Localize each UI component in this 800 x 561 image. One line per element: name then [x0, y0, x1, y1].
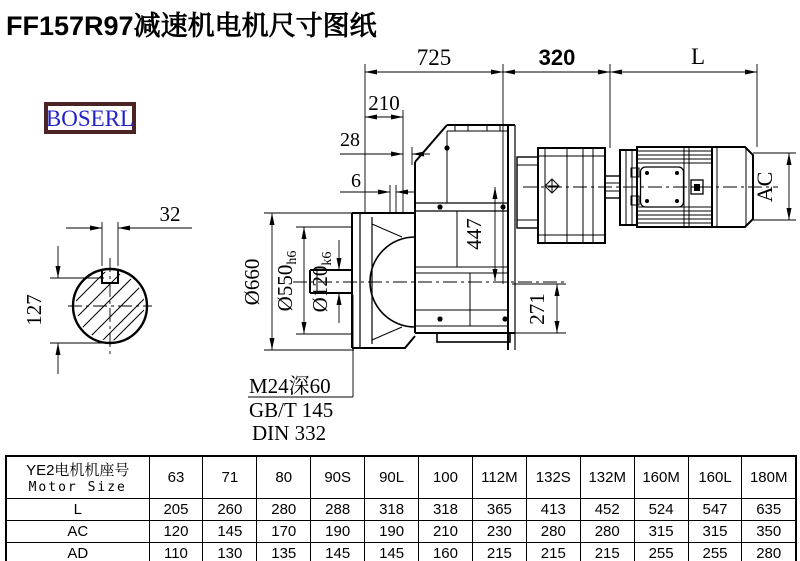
dim-spigot-dia: Ø550h6 [273, 250, 300, 312]
tapped-hole-label: M24深60 [249, 374, 331, 398]
dim-210: 210 [368, 91, 400, 115]
dim-725: 725 [416, 45, 452, 70]
cell: 280 [526, 520, 580, 542]
cell: 190 [365, 520, 419, 542]
table-row-AD [6, 542, 796, 561]
cell: 280 [580, 520, 634, 542]
size-col: 160M [634, 456, 688, 498]
cell: 288 [311, 498, 365, 520]
cell: 160 [419, 542, 473, 561]
size-col: 100 [419, 456, 473, 498]
cell: 215 [526, 542, 580, 561]
standard-gbt-label: GB/T 145 [249, 398, 334, 422]
table-row-L [6, 498, 796, 520]
cell: 255 [688, 542, 742, 561]
cell: 230 [472, 520, 526, 542]
cell: 215 [580, 542, 634, 561]
dim-271: 271 [525, 293, 549, 325]
dim-shaft-tol: k6 [320, 251, 335, 266]
size-col: 71 [203, 456, 257, 498]
size-col: 132M [580, 456, 634, 498]
dim-6: 6 [351, 170, 361, 192]
cell: 547 [688, 498, 742, 520]
cell: 145 [365, 542, 419, 561]
cell: 280 [257, 498, 311, 520]
dim-spigot-tol: h6 [285, 250, 300, 265]
dim-AC: AC [752, 171, 777, 203]
dim-320: 320 [538, 45, 576, 70]
cell: 215 [472, 542, 526, 561]
size-col: 90L [365, 456, 419, 498]
cell: 130 [203, 542, 257, 561]
dim-32: 32 [159, 202, 181, 226]
cell: 135 [257, 542, 311, 561]
cell: 315 [634, 520, 688, 542]
cell: 635 [742, 498, 796, 520]
cell: 170 [257, 520, 311, 542]
cell: 110 [149, 542, 203, 561]
cell: 205 [149, 498, 203, 520]
row-label: AD [6, 542, 149, 561]
cell: 260 [203, 498, 257, 520]
cell: 190 [311, 520, 365, 542]
size-col: 80 [257, 456, 311, 498]
dim-shaft-dia: Ø120k6 [308, 251, 335, 313]
cell: 318 [365, 498, 419, 520]
dim-447: 447 [462, 218, 486, 250]
table-header-motor-size [6, 456, 149, 498]
cell: 280 [742, 542, 796, 561]
cell: 350 [742, 520, 796, 542]
cell: 120 [149, 520, 203, 542]
cell: 210 [419, 520, 473, 542]
dim-127: 127 [22, 294, 46, 326]
standard-din-label: DIN 332 [252, 421, 327, 445]
motor-size-table [5, 455, 797, 561]
dim-L: L [690, 44, 706, 69]
shaft-end-view [73, 269, 147, 345]
cell: 255 [634, 542, 688, 561]
motor-adapter [517, 148, 620, 243]
extension-lines [50, 64, 796, 397]
size-col: 63 [149, 456, 203, 498]
table-header-line2: Motor Size [28, 480, 127, 496]
size-col: 112M [472, 456, 526, 498]
table-row-AC [6, 520, 796, 542]
cell: 524 [634, 498, 688, 520]
dim-28: 28 [340, 129, 360, 151]
size-col: 160L [688, 456, 742, 498]
cell: 315 [688, 520, 742, 542]
cell: 413 [526, 498, 580, 520]
page-title: FF157R97减速机电机尺寸图纸 [6, 11, 377, 41]
boserl-logo-text: BOSERL [45, 105, 135, 131]
table-header-line1: YE2电机机座号 [26, 462, 130, 480]
row-label: L [6, 498, 149, 520]
input-center-mark [545, 179, 559, 193]
row-label: AC [6, 520, 149, 542]
cell: 145 [203, 520, 257, 542]
cell: 452 [580, 498, 634, 520]
cell: 145 [311, 542, 365, 561]
size-col: 132S [526, 456, 580, 498]
dim-flange-dia: Ø660 [240, 258, 264, 306]
cell: 318 [419, 498, 473, 520]
size-col: 180M [742, 456, 796, 498]
size-col: 90S [311, 456, 365, 498]
cell: 365 [472, 498, 526, 520]
